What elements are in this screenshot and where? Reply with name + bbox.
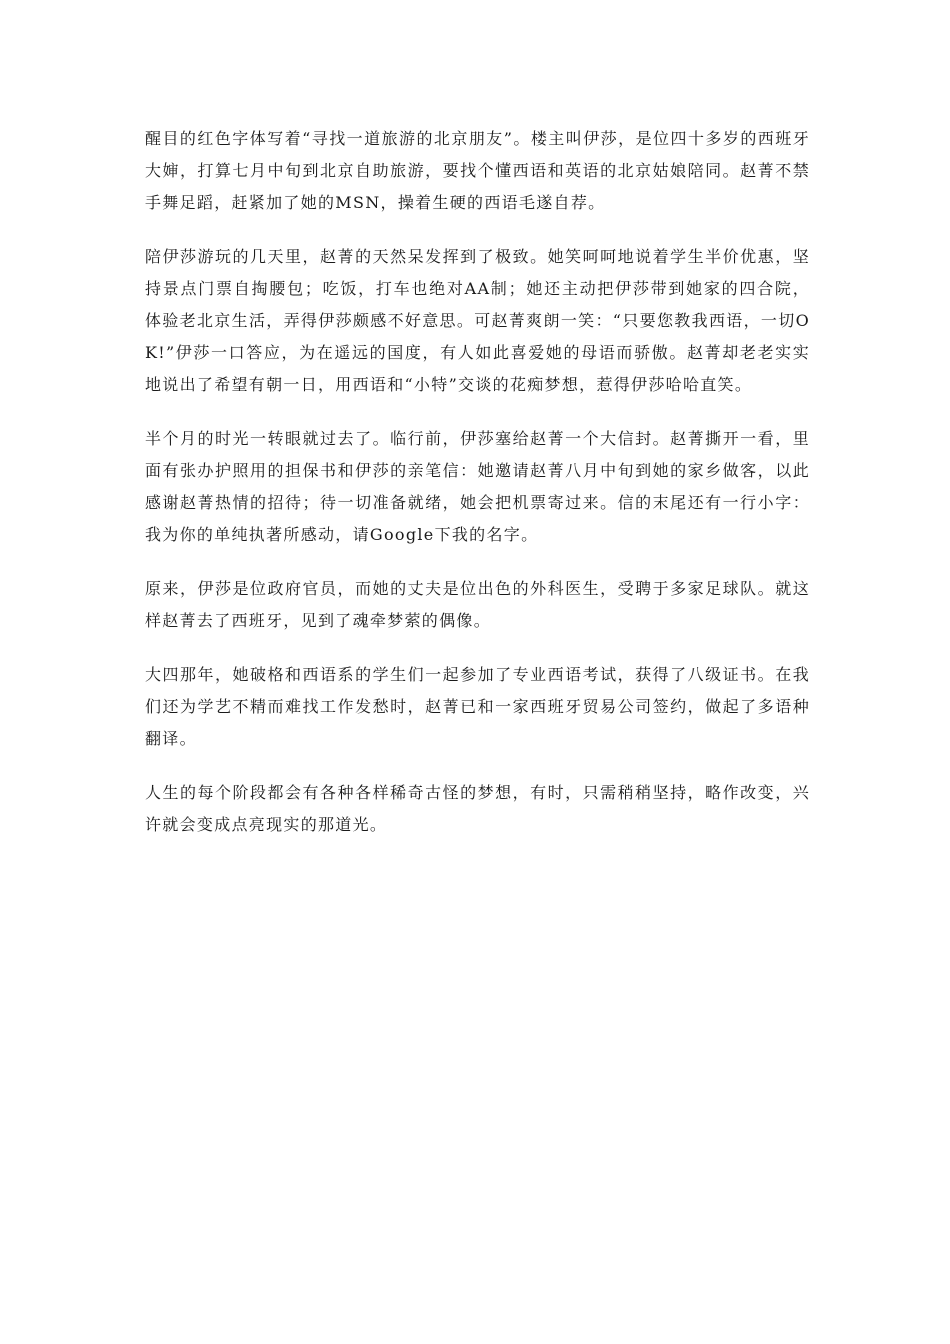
paragraph-2: 陪伊莎游玩的几天里，赵菁的天然呆发挥到了极致。她笑呵呵地说着学生半价优惠，坚持景点门票自掏腰包；吃饭，打车也绝对AA制；她还主动把伊莎带到她家的四合院，体验老北京生活，弄得伊莎颇感不好意思。可赵菁爽朗一笑：“只要您教我西语，一切OK!”伊莎一口答应，为在遥远的国度，有人如此喜爱她的母语而骄傲。赵菁却老老实实地说出了希望有朝一日，用西语和“小特”交谈的花痴梦想，惹得伊莎哈哈直笑。	[145, 247, 810, 394]
paragraph-3: 半个月的时光一转眼就过去了。临行前，伊莎塞给赵菁一个大信封。赵菁撕开一看，里面有张办护照用的担保书和伊莎的亲笔信：她邀请赵菁八月中旬到她的家乡做客，以此感谢赵菁热情的招待；待一切准备就绪，她会把机票寄过来。信的末尾还有一行小字：我为你的单纯执著所感动，请Google下我的名字。	[145, 429, 810, 544]
paragraph-5: 大四那年，她破格和西语系的学生们一起参加了专业西语考试，获得了八级证书。在我们还为学艺不精而难找工作发愁时，赵菁已和一家西班牙贸易公司签约，做起了多语种翻译。	[145, 665, 810, 748]
paragraph-6: 人生的每个阶段都会有各种各样稀奇古怪的梦想，有时，只需稍稍坚持，略作改变，兴许就会变成点亮现实的那道光。	[145, 783, 810, 834]
paragraph-1: 醒目的红色字体写着“寻找一道旅游的北京朋友”。楼主叫伊莎，是位四十多岁的西班牙大婶，打算七月中旬到北京自助旅游，要找个懂西语和英语的北京姑娘陪同。赵菁不禁手舞足蹈，赶紧加了她的MSN，操着生硬的西语毛遂自荐。	[145, 129, 810, 212]
paragraph-4: 原来，伊莎是位政府官员，而她的丈夫是位出色的外科医生，受聘于多家足球队。就这样赵菁去了西班牙，见到了魂牵梦萦的偶像。	[145, 579, 810, 630]
article-body	[145, 123, 810, 863]
